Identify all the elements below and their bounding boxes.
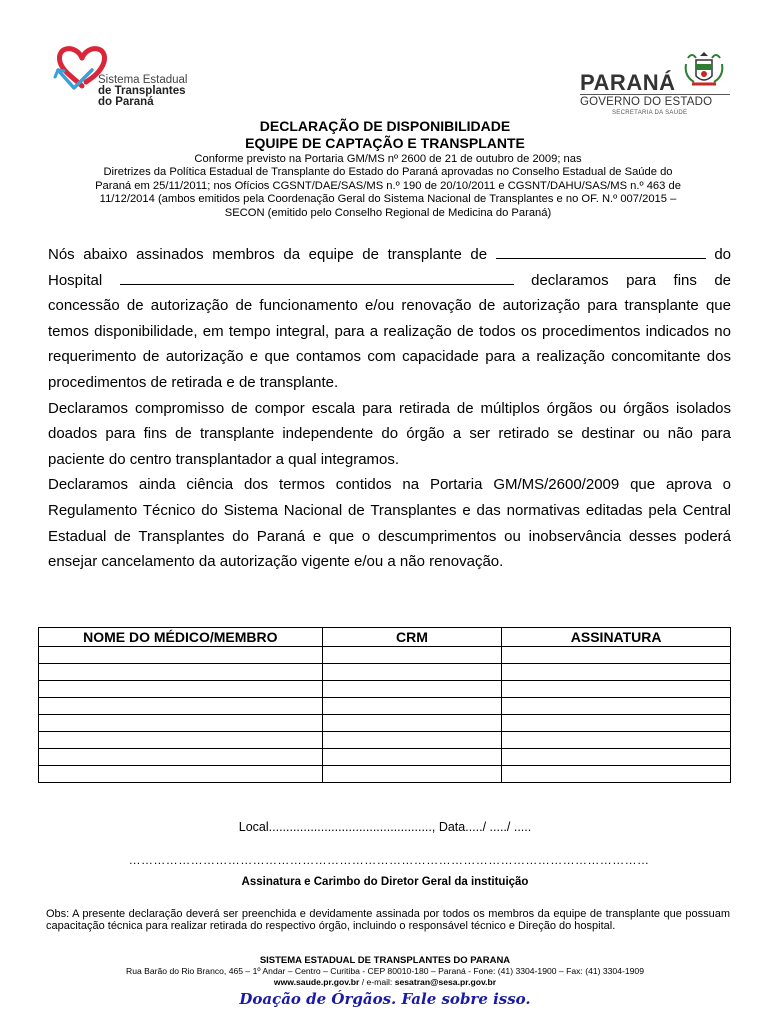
logo-divider: [580, 94, 730, 95]
table-row: [39, 664, 731, 681]
paragraph-1: [48, 242, 731, 396]
footer-address: Rua Barão do Rio Branco, 465 – 1º Andar – Centro – Curitiba - CEP 80010-180 – Paraná - Fone: (41) 3304-1900 – Fax: (41) 3304-1909: [126, 966, 644, 976]
observation-note: Obs: A presente declaração deverá ser preenchida e devidamente assinada por todos os membros da equipe de transplante que possuam capacitação técnica para realizar retirada do respectivo órgão, incluindo o responsável técnico e Direção do hospital.: [46, 908, 730, 933]
campaign-slogan: Doação de Órgãos. Fale sobre isso.: [239, 990, 531, 1008]
preamble-line: Conforme previsto na Portaria GM/MS nº 2600 de 21 de outubro de 2009; nas: [194, 153, 582, 165]
name-cell[interactable]: [39, 698, 323, 715]
footer-email-label: / e-mail:: [359, 977, 395, 987]
director-signature-label: Assinatura e Carimbo do Diretor Geral da instituição: [241, 876, 529, 888]
table-row: [39, 766, 731, 783]
document-title: DECLARAÇÃO DE DISPONIBILIDADE: [259, 118, 511, 134]
signature-dotted-line: ………………………………………………………………………………………………………………: [128, 853, 650, 867]
logo-line-2: de Transplantes: [98, 85, 186, 97]
signature-cell[interactable]: [502, 698, 731, 715]
crm-cell[interactable]: [322, 698, 502, 715]
declaramos-text: declaramos para fins: [531, 271, 697, 289]
crm-cell[interactable]: [322, 664, 502, 681]
column-header-crm: CRM: [322, 628, 502, 647]
crm-cell[interactable]: [322, 715, 502, 732]
signature-cell[interactable]: [502, 681, 731, 698]
crm-cell[interactable]: [322, 647, 502, 664]
footer-website-link[interactable]: www.saude.pr.gov.br: [273, 977, 360, 987]
preamble-line: SECON (emitido pelo Conselho Regional de Medicina do Paraná): [224, 206, 552, 219]
table-row: [39, 732, 731, 749]
preamble-line: Paraná em 25/11/2011; nos Ofícios CGSNT/DAE/SAS/MS n.º 190 de 20/10/2011 e CGSNT/DAHU/SAS/MS n.º 463 de: [95, 179, 681, 192]
hospital-label: do Hospital: [48, 246, 731, 289]
preamble-line: Diretrizes da Política Estadual de Transplante do Estado do Paraná aprovadas no Conselho Estadual de Saúde do: [103, 166, 673, 179]
crm-cell[interactable]: [322, 681, 502, 698]
name-cell[interactable]: [39, 732, 323, 749]
parana-government-logo: [578, 54, 738, 120]
name-cell[interactable]: [39, 715, 323, 732]
crm-cell[interactable]: [322, 749, 502, 766]
team-name-field[interactable]: [496, 244, 706, 259]
declaration-body: [48, 242, 731, 575]
parana-coat-of-arms-icon: [682, 50, 726, 92]
document-subtitle: EQUIPE DE CAPTAÇÃO E TRANSPLANTE: [245, 135, 525, 151]
paragraph-3: Declaramos ainda ciência dos termos contidos na Portaria GM/MS/2600/2009 que aprova o Regulamento Técnico do Sistema Nacional de Transplantes e das normativas editadas pela Central Estadual de Transplantes do Paraná e que o descumprimentos ou inobservância desses poderá ensejar cancelamento da autorização vigente e/ou a não renovação.: [48, 476, 731, 571]
table-row: [39, 749, 731, 766]
signature-cell[interactable]: [502, 749, 731, 766]
secretaria-da-saude: SECRETARIA DA SAÚDE: [612, 110, 688, 116]
local-date-line: Local..............................................., Data...../ ...../ .....: [238, 820, 532, 834]
column-header-signature: ASSINATURA: [502, 628, 731, 647]
footer-organization: SISTEMA ESTADUAL DE TRANSPLANTES DO PARANA: [259, 955, 511, 966]
paragraph-1-rest: de concessão de autorização de funcionamento e/ou renovação de autorização para transplante que temos disponibilidade, em tempo integral, para a realização de todos os procedimentos indicados no requerimento de autorização e que contamos com capacidade para a realização concomitante dos procedimentos de retirada e de transplante.: [48, 271, 732, 391]
sistema-estadual-logo: [52, 40, 222, 120]
table-row: [39, 647, 731, 664]
table-row: [39, 715, 731, 732]
hospital-name-field[interactable]: [120, 270, 514, 285]
preamble-line: 11/12/2014 (ambos emitidos pela Coordenação Geral do Sistema Nacional de Transplantes e no OF. N.º 007/2015 –: [99, 193, 677, 206]
crm-cell[interactable]: [322, 766, 502, 783]
name-cell[interactable]: [39, 749, 323, 766]
legal-preamble: [50, 153, 726, 220]
parana-wordmark: PARANÁ: [580, 70, 676, 95]
name-cell[interactable]: [39, 664, 323, 681]
signature-cell[interactable]: [502, 647, 731, 664]
name-cell[interactable]: [39, 681, 323, 698]
signature-cell[interactable]: [502, 715, 731, 732]
governo-do-estado: GOVERNO DO ESTADO: [580, 96, 713, 108]
name-cell[interactable]: [39, 766, 323, 783]
table-row: [39, 681, 731, 698]
name-cell[interactable]: [39, 647, 323, 664]
footer-email-link[interactable]: sesatran@sesa.pr.gov.br: [394, 977, 497, 987]
signature-cell[interactable]: [502, 732, 731, 749]
footer-contact: [0, 977, 770, 987]
logo-line-3: do Paraná: [98, 96, 154, 108]
team-intro-text: Nós abaixo assinados membros da equipe de transplante de: [48, 246, 488, 263]
table-header-row: [39, 628, 731, 647]
signature-cell[interactable]: [502, 766, 731, 783]
paragraph-2: Declaramos compromisso de compor escala para retirada de múltiplos órgãos ou órgãos isolados doados para fins de transplante independente do órgão a ser retirado se destinar ou não para paciente do centro transplantador a qual integramos.: [48, 399, 731, 468]
table-row: [39, 698, 731, 715]
logo-line-1: Sistema Estadual: [98, 74, 188, 86]
column-header-name: NOME DO MÉDICO/MEMBRO: [39, 628, 323, 647]
signature-cell[interactable]: [502, 664, 731, 681]
members-table: [38, 627, 731, 783]
crm-cell[interactable]: [322, 732, 502, 749]
